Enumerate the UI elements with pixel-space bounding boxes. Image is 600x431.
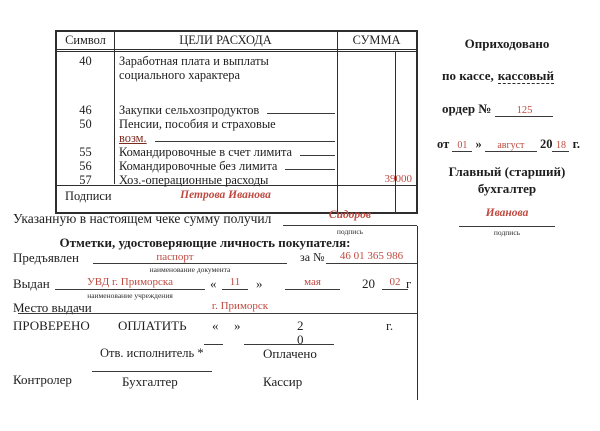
fill-line <box>267 103 335 114</box>
fill-line <box>285 289 340 290</box>
expense-purpose: Пенсии, пособия и страховые <box>119 117 276 131</box>
expense-symbol: 55 <box>79 145 92 159</box>
posted-title: Оприходовано <box>464 36 550 51</box>
expense-purpose: Командировочные в счет лимита <box>114 145 337 159</box>
year-suffix: г. <box>386 318 394 333</box>
date-year-value: 18 <box>552 140 569 152</box>
close-quote: » <box>256 276 263 291</box>
issue-month-value: мая <box>304 276 321 288</box>
cashier-label: Кассир <box>263 374 303 389</box>
signature-line <box>459 226 555 227</box>
checked-label: ПРОВЕРЕНО <box>13 318 90 333</box>
signature-ivanova: Иванова <box>485 207 529 219</box>
document-type-value: паспорт <box>156 251 194 263</box>
pay-label: ОПЛАТИТЬ <box>118 318 187 333</box>
signature-line <box>92 371 212 372</box>
expense-row <box>57 159 416 173</box>
issue-century: 20 <box>362 276 375 291</box>
header-symbol: Символ <box>65 33 106 47</box>
open-quote: « <box>210 276 217 291</box>
date-day-value: 01 <box>452 140 472 152</box>
marks-title: Отметки, удостоверяющие личность покупателя: <box>59 235 351 250</box>
date-month-value: август <box>485 140 537 152</box>
underlined-word: кассовый <box>497 68 554 83</box>
order-number-line: ордер № 125 <box>442 101 553 117</box>
fill-line <box>155 131 335 142</box>
signature-sidorov: Сидоров <box>328 209 372 221</box>
fill-line <box>204 344 223 345</box>
document-caption: наименование документа <box>149 265 231 274</box>
expense-symbol: 50 <box>79 117 92 131</box>
expense-symbol: 56 <box>79 159 92 173</box>
signature-petrova-ivanova: Петрова Иванова <box>180 189 271 201</box>
document-number-value: 46 01 365 986 <box>339 250 404 262</box>
expense-purpose: возм. <box>114 131 337 145</box>
fill-line <box>382 289 408 290</box>
year-suffix: г <box>406 276 412 291</box>
fill-line <box>55 289 205 290</box>
column-divider <box>337 32 338 212</box>
fill-line <box>300 145 335 156</box>
expense-purpose: Хоз.-операционные расходы <box>119 173 269 187</box>
expense-symbol: 46 <box>79 103 92 117</box>
expense-purpose: социального характера <box>119 68 240 82</box>
issue-year-value: 02 <box>389 276 401 288</box>
expense-table <box>55 30 418 214</box>
signatures-row <box>57 185 416 212</box>
open-quote: « <box>212 318 219 333</box>
expense-row <box>57 117 416 131</box>
posting-panel <box>427 0 587 260</box>
close-quote: » <box>234 318 241 333</box>
fill-line <box>222 289 248 290</box>
column-divider <box>114 32 115 184</box>
fill-line <box>326 263 417 264</box>
issue-day-value: 11 <box>229 276 241 288</box>
fill-line <box>244 344 334 345</box>
header-sum: СУММА <box>352 33 401 47</box>
expense-purpose: Закупки сельхозпродуктов <box>114 103 337 117</box>
paid-label: Оплачено <box>263 346 317 361</box>
header-purpose: ЦЕЛИ РАСХОДА <box>179 33 272 47</box>
place-of-issue-label: Место выдачи <box>13 300 92 315</box>
expense-sum-value: 39000 <box>384 173 412 185</box>
received-statement: Указанную в настоящем чеке сумму получил <box>13 211 272 226</box>
order-number-value: 125 <box>495 105 553 117</box>
signature-line <box>283 225 417 226</box>
expense-table-header <box>57 32 416 52</box>
place-of-issue-value: г. Приморск <box>211 300 269 312</box>
chief-accountant-title: Главный (старший) бухгалтер <box>448 164 566 196</box>
signature-caption: подпись <box>493 228 521 237</box>
expense-symbol: 57 <box>79 173 92 187</box>
expense-table-body <box>57 52 416 185</box>
expense-row <box>57 54 416 68</box>
issuer-caption: наименование учреждения <box>87 291 173 300</box>
expense-symbol: 40 <box>79 54 92 68</box>
expense-symbol <box>57 68 114 82</box>
expense-row <box>57 131 416 145</box>
expense-row <box>57 103 416 117</box>
expense-row-spacer <box>57 82 416 103</box>
issued-label: Выдан <box>13 276 50 291</box>
year-digit-two: 2 <box>297 318 304 333</box>
expense-row <box>57 145 416 159</box>
presented-label: Предъявлен <box>13 250 79 265</box>
vertical-divider <box>417 226 418 400</box>
expense-purpose: Командировочные без лимита <box>114 159 337 173</box>
fill-line <box>93 263 287 264</box>
executor-label: Отв. исполнитель * <box>100 346 204 360</box>
controller-label: Контролер <box>13 372 72 387</box>
kopeck-column-divider <box>395 52 396 212</box>
issuer-value: УВД г. Приморска <box>87 276 173 288</box>
signatures-label: Подписи <box>65 189 112 203</box>
fill-line <box>285 159 335 170</box>
number-label: за № <box>300 250 325 264</box>
cash-order-line: по кассе, кассовый <box>442 68 554 83</box>
expense-symbol <box>57 131 114 145</box>
signature-caption: подпись <box>336 227 364 236</box>
year-digit-zero: 0 <box>297 332 304 347</box>
accountant-label: Бухгалтер <box>122 374 178 389</box>
section-divider <box>18 313 417 314</box>
expense-row <box>57 68 416 82</box>
expense-purpose: Заработная плата и выплаты <box>119 54 269 68</box>
posting-date-line: от 01 » август 20 18 г. <box>437 137 581 151</box>
